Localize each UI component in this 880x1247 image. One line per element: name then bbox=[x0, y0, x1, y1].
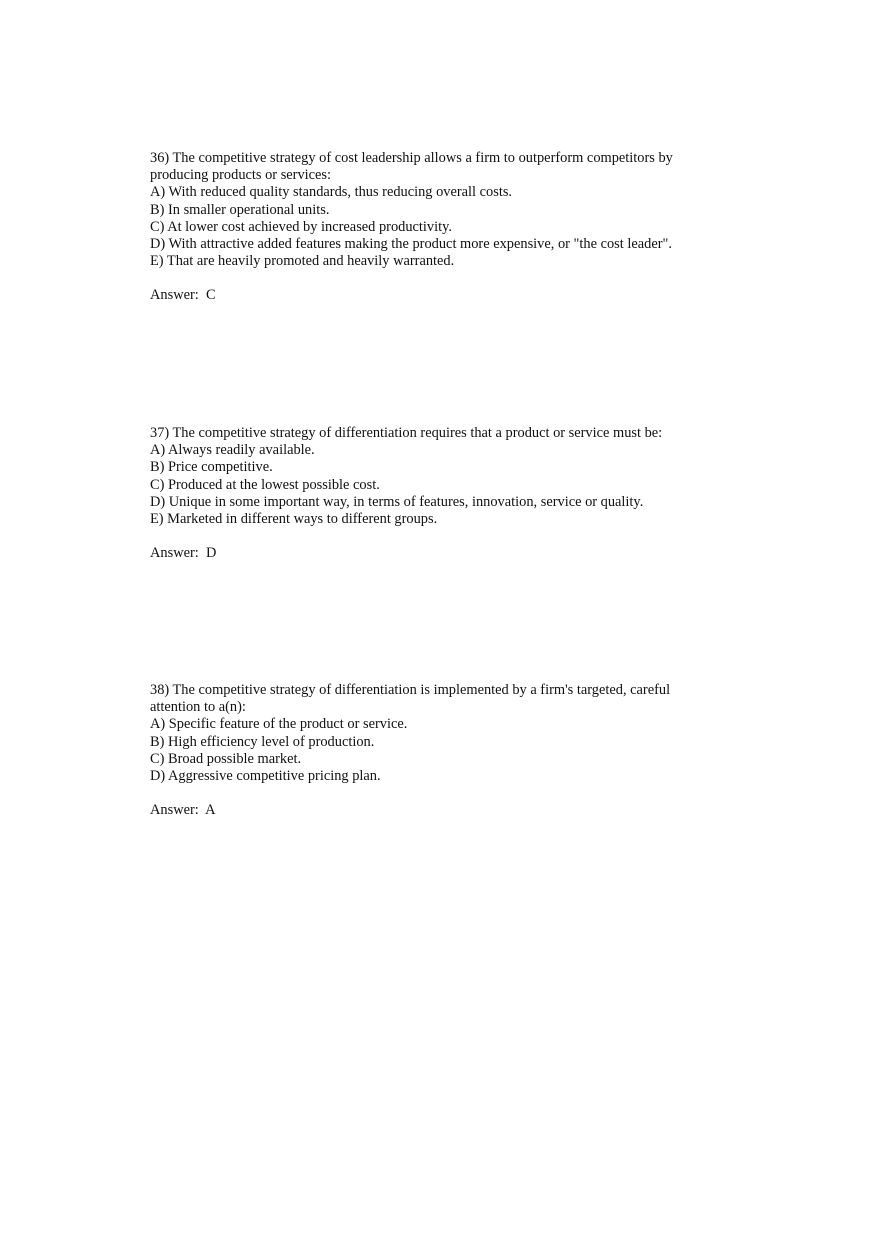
option-c: C) At lower cost achieved by increased productivity. bbox=[150, 218, 452, 235]
option-c: C) Broad possible market. bbox=[150, 750, 302, 767]
question-38 bbox=[150, 682, 720, 819]
question-37 bbox=[150, 425, 720, 562]
option-a: A) Always readily available. bbox=[150, 442, 315, 459]
option-e: E) Marketed in different ways to different groups. bbox=[150, 511, 438, 528]
option-d: D) Unique in some important way, in terms of features, innovation, service or quality. bbox=[150, 493, 644, 510]
option-d: D) Aggressive competitive pricing plan. bbox=[150, 768, 381, 785]
answer: Answer: D bbox=[150, 545, 217, 562]
option-b: B) Price competitive. bbox=[150, 459, 273, 476]
question-stem: 38) The competitive strategy of differentiation is implemented by a firm's targeted, careful attention to a(n): bbox=[150, 682, 671, 716]
question-stem: 36) The competitive strategy of cost leadership allows a firm to outperform competitors by producing products or services: bbox=[150, 150, 673, 184]
answer: Answer: A bbox=[150, 802, 216, 819]
option-a: A) Specific feature of the product or service. bbox=[150, 716, 408, 733]
question-stem: 37) The competitive strategy of differentiation requires that a product or service must be: bbox=[150, 425, 663, 441]
option-b: B) In smaller operational units. bbox=[150, 201, 330, 218]
option-b: B) High efficiency level of production. bbox=[150, 733, 375, 750]
option-e: E) That are heavily promoted and heavily warranted. bbox=[150, 253, 455, 270]
answer: Answer: C bbox=[150, 287, 216, 304]
question-36 bbox=[150, 150, 720, 305]
option-c: C) Produced at the lowest possible cost. bbox=[150, 476, 380, 493]
option-d: D) With attractive added features making the product more expensive, or "the cost leader". bbox=[150, 236, 672, 253]
option-a: A) With reduced quality standards, thus reducing overall costs. bbox=[150, 184, 513, 201]
